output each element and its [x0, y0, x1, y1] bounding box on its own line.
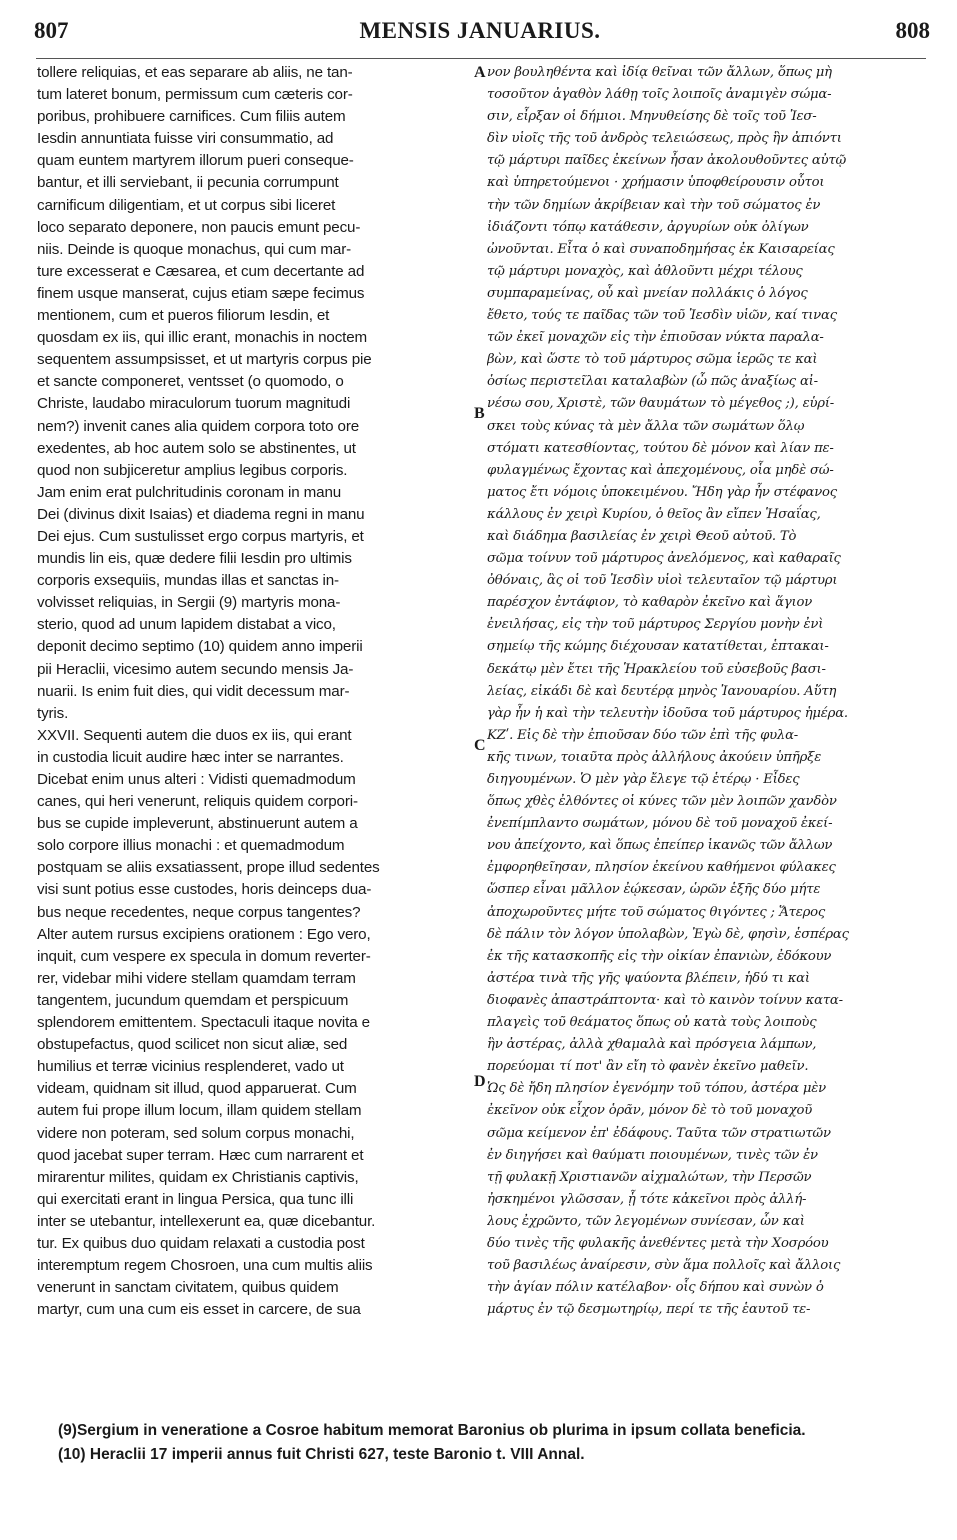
greek-text-line: ὀθόναις, ἃς οἱ τοῦ Ἰεσδὶν υἱοὶ τελευταῖον τῷ μάρτυρι [487, 573, 838, 589]
latin-text-line: quod jacebat super terram. Hæc cum narrarent et [37, 1146, 364, 1164]
greek-text-line: κῆς τινων, τοιαῦτα πρὸς ἀλλήλους ἀκούειν ὑπῆρξε [487, 749, 822, 765]
greek-text-line: τὴν ἁγίαν πόλιν κατέλαβον· οἷς δήπου καὶ συνὼν ὁ [487, 1280, 824, 1296]
greek-text-line: ἐνειλήσας, εἰς τὴν τοῦ μάρτυρος Σεργίου μονὴν ἐνὶ [487, 617, 824, 633]
greek-text-line: ἠσκημένοι γλῶσσαν, ᾗ τότε κἀκεῖνοι πρὸς ἀλλή- [487, 1191, 807, 1207]
margin-letter-c: C [474, 737, 486, 754]
greek-text-line: ματος ἔτι νόμοις ὑποκειμένου. Ἤδη γὰρ ἦν στέφανος [487, 484, 837, 500]
latin-text-line: Dicebat enim unus alteri : Vidisti quemadmodum [37, 771, 356, 788]
greek-text-line: γὰρ ἦν ἡ καὶ τὴν τελευτὴν ἰδοῦσα τοῦ μάρτυρος ἡμέρα. [487, 705, 848, 721]
page-number-right: 808 [895, 18, 930, 43]
greek-column [487, 62, 927, 1321]
latin-text-line: volvisset reliquias, in Sergii (9) martyris mona- [37, 594, 341, 612]
latin-text-line: tangentem, jucundum quemdam et perspicuum [37, 991, 349, 1009]
latin-text-line: tyris. [37, 704, 69, 722]
greek-text-line: νέσω σου, Χριστὲ, τῶν θαυμάτων τὸ μέγεθος ;), εὑρί- [487, 396, 835, 412]
latin-text-line: videam, quidnam sit illud, quod apparuerat. Cum [37, 1080, 357, 1098]
greek-text-line: ἐκ τῆς κατασκοπῆς εἰς τὴν οἰκίαν ἐπανιὼν, ἐδόκουν [487, 948, 832, 964]
greek-text-line: ὥσπερ εἶναι μᾶλλον ἐῴκεσαν, ὡρῶν ἑξῆς δύο μήτε [487, 882, 821, 898]
latin-text-line: sterio, quod ad unum lapidem distabat a vico, [37, 616, 336, 634]
greek-text-line: δύο τινὲς τῆς φυλακῆς ἀνεθέντες μετὰ τὴν Χοσρόου [487, 1235, 829, 1251]
latin-text-line: mentionem, cum et pueros filiorum Iesdin, et [37, 307, 330, 325]
latin-text-line: martyr, cum una cum eis esset in carcere, de sua [37, 1301, 361, 1319]
greek-text-line: καὶ ὑπηρετούμενοι · χρήμασιν ὑποφθείρουσιν οὗτοι [487, 175, 825, 191]
latin-text-line: bus neque recedentes, neque corpus tangentes? [37, 903, 361, 921]
latin-text-line: pii Heraclii, vicesimo autem secundo mensis Ja- [37, 660, 354, 678]
greek-text-line: ἀστέρα τινὰ τῆς γῆς ψαύοντα βλέπειν, ἡδύ τι καὶ [487, 970, 810, 986]
greek-text-line: ὠνοῦνται. Εἶτα ὁ καὶ συναποδημήσας ἐκ Καισαρείας [487, 241, 835, 257]
greek-text-line: δεκάτῳ μὲν ἔτει τῆς Ἡρακλείου τοῦ εὐσεβοῦς βασι- [487, 661, 826, 677]
latin-text-line: Christe, laudabo miraculorum tuorum magnitudi [37, 395, 351, 413]
latin-text-line: nem?) invenit canes alia quidem corpora toto ore [37, 417, 360, 435]
greek-text-line: σῶμα κείμενον ἐπ' ἐδάφους. Ταῦτα τῶν στρατιωτῶν [487, 1125, 831, 1141]
greek-text-line: νου ἀπείχοντο, καὶ ὅπως ἐπείπερ ἱκανῶς τῶν ἄλλων [487, 838, 833, 854]
greek-text-line: λους ἐχρῶντο, τῶν λεγομένων συνίεσαν, ὧν καὶ [487, 1213, 805, 1229]
greek-text-line: ΚΖʹ. Εἰς δὲ τὴν ἐπιοῦσαν δύο τῶν ἐπὶ τῆς φυλα- [487, 727, 799, 743]
greek-text-line: ἐμφορηθεῖησαν, πλησίον ἐκείνου καθήμενοι φύλακες [487, 860, 836, 876]
header-rule [36, 58, 926, 59]
latin-text-line: niis. Deinde is quoque monachus, qui cum mar- [37, 240, 352, 258]
latin-text-line: in custodia licuit audire hæc inter se narrantes. [37, 748, 344, 766]
latin-text-line: exedentes, ab hoc autem solo se abstinentes, ut [37, 439, 356, 457]
greek-text-line: στόματι κατεσθίοντας, τούτου δὲ μόνον καὶ λίαν πε- [487, 440, 834, 456]
greek-text-line: τὴν τῶν δημίων ἀκρίβειαν καὶ τὴν τοῦ σώματος ἐν [487, 197, 821, 213]
greek-text-line: δὶν υἱοῖς τῆς τοῦ ἀνδρὸς τελειώσεως, πρὸς ἣν ἀπιόντι [487, 131, 842, 147]
greek-text-line: νον βουληθέντα καὶ ἰδίᾳ θεῖναι τῶν ἄλλων, ὅπως μὴ [487, 65, 832, 80]
greek-text-line: μάρτυς ἐν τῷ δεσμωτηρίῳ, περί τε τῆς ἑαυτοῦ τε- [487, 1302, 811, 1318]
greek-text-line: ἐκεῖνον οὐκ εἶχον ὁρᾶν, μόνον δὲ τὸ τοῦ μοναχοῦ [487, 1103, 813, 1119]
latin-text-line: loco separato deponere, non paucis emunt pecu- [37, 218, 361, 236]
greek-text-line: σῶμα τοίνυν τοῦ μάρτυρος ἀνελόμενος, καὶ καθαραῖς [487, 551, 841, 567]
footnotes [58, 1419, 938, 1467]
latin-text-line: mundis lin eis, quæ dedere filii Iesdin pro ultimis [37, 550, 352, 568]
latin-text-line: visi sunt potius esse custodes, horis deinceps dua- [37, 881, 372, 899]
greek-text-line: λείας, εἰκάδι δὲ καὶ δευτέρᾳ μηνὸς Ἰανουαρίου. Αὕτη [487, 683, 837, 699]
greek-text-line: καὶ διάδημα βασιλείας ἐν χειρὶ Θεοῦ αὐτοῦ. Τὸ [487, 528, 797, 544]
latin-text-line: canes, qui heri venerunt, reliquis quidem corpori- [37, 793, 358, 811]
greek-text-line: κάλλους ἐν χειρὶ Κυρίου, ὁ θεῖος ἂν εἴπεν Ἡσαΐας, [487, 506, 821, 522]
page-title: MENSIS JANUARIUS. [359, 18, 601, 43]
latin-text-line: bus se cupide impleverunt, abstinuerunt autem a [37, 815, 358, 833]
latin-text-line: mirarentur milites, quidam ex Christianis captivis, [37, 1168, 359, 1186]
footnote-10: (10) Heraclii 17 imperii annus fuit Christi 627, teste Baronio t. VIII Annal. [58, 1446, 585, 1463]
margin-letter-a: A [474, 64, 486, 81]
margin-letter-b: B [474, 405, 485, 422]
footnote-9: (9)Sergium in veneratione a Cosroe habitum memorat Baronius ob plurima in ipsum collata beneficia. [58, 1422, 806, 1439]
latin-text-line: venerunt in sanctam civitatem, quibus quidem [37, 1279, 339, 1297]
latin-text-line: corporis exsequiis, mundas illas et sanctas in- [37, 572, 339, 590]
greek-text-line: σιν, εἶρξαν οἱ δήμιοι. Μηνυθείσης δὲ τοῖς τοῦ Ἰεσ- [487, 109, 817, 125]
latin-text-line: solo corpore illius monachi : et quemadmodum [37, 837, 345, 855]
latin-column [37, 62, 477, 1321]
latin-text-line: Iesdin annuntiata fuisse viri consummatio, ad [37, 130, 334, 148]
greek-text-line: ἐνεπίμπλαντο σωμάτων, μόνου δὲ τοῦ μοναχοῦ ἐκεί- [487, 816, 833, 832]
latin-text-line: tollere reliquias, et eas separare ab aliis, ne tan- [37, 64, 353, 81]
latin-text-line: nuarii. Is enim fuit dies, qui vidit decessum mar- [37, 682, 350, 700]
greek-text-line: τοσοῦτον ἀγαθὸν λάθῃ τοῖς λοιποῖς ἀναμιγὲν σώμα- [487, 87, 832, 103]
latin-text-line: Jam enim erat pulchritudinis coronam in manu [37, 483, 342, 501]
latin-text-line: bantur, et illi serviebant, ii pecunia corrumpunt [37, 174, 339, 192]
greek-text-line: τῇ φυλακῇ Χριστιανῶν αἰχμαλώτων, τὴν Περσῶν [487, 1169, 812, 1185]
latin-text-line: inter se utebantur, intellexerunt ea, quæ dicebantur. [37, 1212, 376, 1230]
latin-text-line: Dei (divinus dixit Isaias) et diadema regni in manu [37, 505, 365, 523]
latin-text-line: Alter autem rursus excipiens orationem : Ego vero, [37, 925, 371, 943]
latin-text-line: ture excesserat e Cæsarea, et cum decertante ad [37, 262, 365, 280]
latin-text-line: tum lateret bonum, permissum cum cæteris cor- [37, 86, 353, 104]
latin-text-line: XXVII. Sequenti autem die duos ex iis, qui erant [37, 726, 352, 744]
greek-text-line: δὲ πάλιν τὸν λόγον ὑπολαβὼν, Ἐγὼ δὲ, φησὶν, ἑσπέρας [487, 926, 849, 942]
greek-text-line: ἔθετο, τούς τε παῖδας τῶν τοῦ Ἰεσδὶν υἱῶν, καί τινας [487, 308, 837, 324]
latin-text-line: finem usque manserat, cujus etiam sæpe fecimus [37, 284, 365, 302]
latin-text-line: tur. Ex quibus duo quidam relaxati a custodia post [37, 1234, 365, 1252]
greek-text-line: διηγουμένων. Ὁ μὲν γὰρ ἔλεγε τῷ ἑτέρῳ · Εἶδες [487, 772, 800, 787]
latin-text-line: Dei ejus. Cum sustulisset ergo corpus martyris, et [37, 527, 364, 545]
greek-text-line: βὼν, καὶ ὥστε τὸ τοῦ μάρτυρος σῶμα ἱερῶς τε καὶ [487, 352, 818, 368]
latin-text-line: sequentem assumpsisset, et ut martyris corpus pie [37, 351, 372, 369]
latin-text-line: et sancte componeret, ventsset (o quomodo, o [37, 373, 344, 391]
greek-text-line: ὅπως χθὲς ἐλθόντες οἱ κύνες τῶν μὲν λοιπῶν χανδὸν [487, 794, 837, 810]
greek-text-line: παρέσχον ἐντάφιον, τὸ καθαρὸν ἐκεῖνο καὶ ἅγιον [487, 595, 813, 611]
latin-text-line: postquam se aliis exsatiassent, prope illud sedentes [37, 859, 380, 877]
margin-letter-d: D [474, 1073, 486, 1090]
page-number-left: 807 [34, 18, 69, 43]
latin-text-line: inquit, cum vespere ex specula in domum reverter- [37, 947, 371, 965]
greek-text-line: τῷ μάρτυρι παῖδες ἐκείνων ἦσαν ἀκολουθοῦντες αὐτῷ [487, 153, 847, 169]
greek-text-line: τοῦ βασιλέως ἀναίρεσιν, σὺν ἅμα πολλοῖς καὶ ἄλλοις [487, 1258, 841, 1274]
greek-text-line: φυλαγμένως ἔχοντας καὶ ἀπεχομένους, οἷα μηδὲ σώ- [487, 462, 834, 478]
latin-text-line: carnificum diligentiam, et ut corpus sibi liceret [37, 196, 336, 214]
greek-text-line: Ὡς δὲ ἤδη πλησίον ἐγενόμην τοῦ τόπου, ἀστέρα μὲν [487, 1081, 826, 1097]
latin-text-line: deponit decimo septimo (10) quidem anno imperii [37, 638, 363, 656]
running-header [30, 18, 930, 48]
latin-text-line: interemptum regem Chosroen, una cum multis aliis [37, 1257, 373, 1275]
latin-text-line: autem fui prope illum locum, illam quidem stellam [37, 1102, 362, 1120]
greek-text-line: σκει τοὺς κύνας τὰ μὲν ἄλλα τῶν σωμάτων ὅλῳ [487, 418, 805, 434]
latin-text-line: qui exercitati erant in lingua Persica, qua tunc illi [37, 1190, 354, 1208]
greek-text-line: ἀποχωροῦντες μήτε τοῦ σώματος θιγόντες ; Ἅτερος [487, 904, 826, 920]
greek-text-line: πλαγεὶς τοῦ θεάματος ὅπως οὐ κατὰ τοὺς λοιποὺς [487, 1015, 817, 1031]
greek-text-line: ὁσίως περιστεῖλαι καταλαβὼν (ὦ πῶς ἀναξίως αἰ- [487, 374, 818, 390]
latin-text-line: quod non subjiceretur amplius legibus corporis. [37, 461, 348, 479]
latin-text-line: rer, videbar mihi videre stellam quamdam terram [37, 969, 356, 987]
greek-text-line: σημείῳ τῆς κώμης διέχουσαν κατατίθεται, ἑπτακαι- [487, 639, 829, 655]
latin-text-line: obstupefactus, quod scilicet non sicut aliæ, sed [37, 1036, 348, 1054]
greek-text-line: τῶν ἐκεῖ μοναχῶν εἰς τὴν ἐπιοῦσαν νύκτα παραλα- [487, 330, 824, 346]
latin-text-line: splendorem emittentem. Spectaculi itaque novita e [37, 1014, 370, 1032]
greek-text-line: συμπαραμείνας, οὗ καὶ μνείαν πολλάκις ὁ λόγος [487, 285, 808, 301]
greek-text-line: τῷ μάρτυρι μοναχὸς, καὶ ἀθλοῦντι μέχρι τέλους [487, 263, 803, 279]
latin-text-line: humilius et terræ vicinius resplenderet, vado ut [37, 1058, 344, 1076]
latin-text-line: videre non poteram, sed solum corpus monachi, [37, 1124, 355, 1142]
greek-text-line: διοφανὲς ἀπαστράπτοντα· καὶ τὸ καινὸν τοίνυν κατα- [487, 992, 843, 1008]
greek-text-line: ἣν ἀστέρας, ἀλλὰ χθαμαλὰ καὶ πρόσγεια λάμπων, [487, 1037, 817, 1053]
latin-text-line: quosdam ex iis, qui illic erant, monachis in noctem [37, 329, 368, 347]
latin-text-line: quam euntem martyrem illorum pueri conseque- [37, 152, 354, 170]
greek-text-line: πορεύομαι τί ποτ' ἂν εἴη τὸ φανὲν ἐκεῖνο μαθεῖν. [487, 1059, 809, 1075]
latin-text-line: poribus, prohibuere carnifices. Cum filiis autem [37, 108, 346, 126]
greek-text-line: ἐν διηγήσει καὶ θαύματι ποιουμένων, τινὲς τῶν ἐν [487, 1147, 818, 1163]
greek-text-line: ἰδιάζοντι τόπῳ κατάθεσιν, ἀργυρίων οὐκ ὀλίγων [487, 219, 809, 235]
